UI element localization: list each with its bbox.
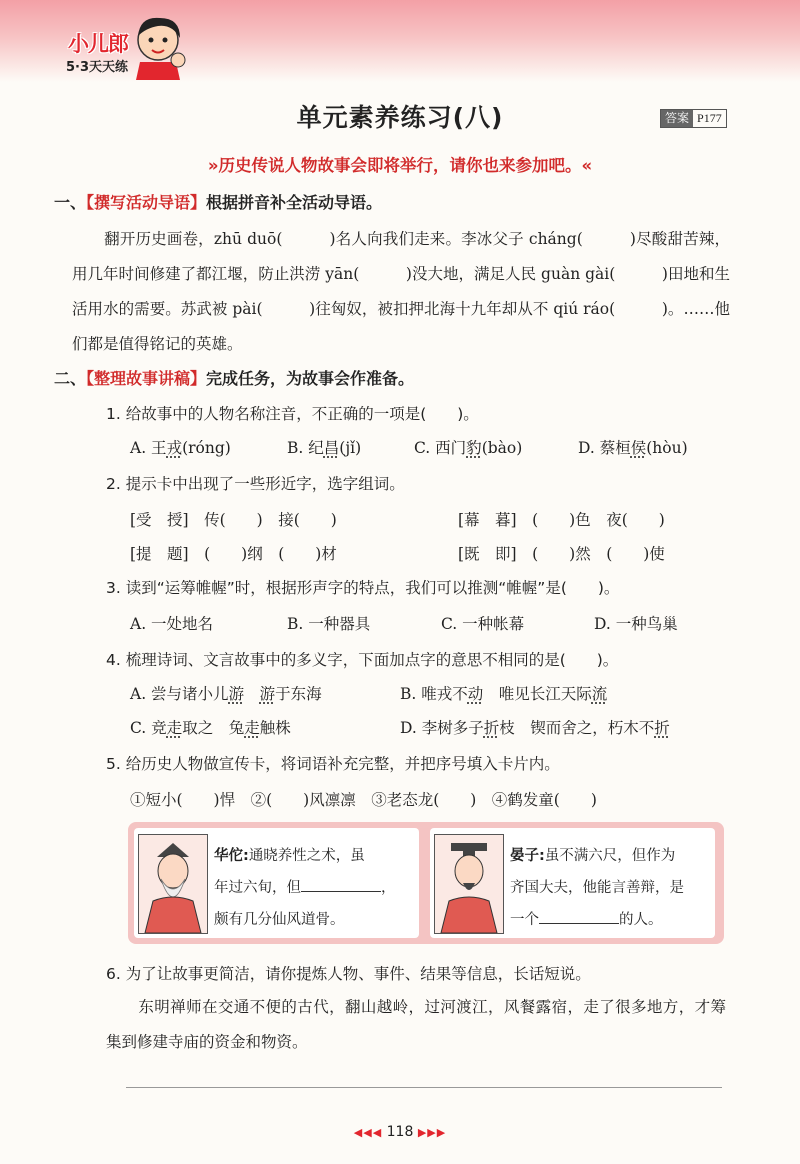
brand-name: 小儿郎 — [68, 32, 128, 56]
section-2-number: 二、 — [54, 369, 87, 388]
hua-tuo-figure-icon — [139, 835, 207, 933]
q3-stem: 3. 读到“运筹帷幄”时，根据形声字的特点，我们可以推测“帷幄”是( )。 — [106, 579, 620, 597]
promo-cards — [128, 822, 724, 944]
q3-option-d: D. 一种鸟巢 — [594, 615, 678, 633]
q4-option-a: A. 尝与诸小儿游 游于东海 — [130, 685, 322, 703]
q1-option-d: D. 蔡桓侯(hòu) — [578, 439, 688, 457]
card-yan-zi — [430, 828, 715, 938]
card-hua-tuo — [134, 828, 419, 938]
q1-option-c: C. 西门豹(bào) — [414, 439, 523, 457]
q6-passage — [106, 990, 726, 1060]
brand-subtitle: 5·3天天练 — [66, 60, 129, 75]
hua-tuo-blank[interactable] — [301, 877, 381, 892]
q1-option-a: A. 王戎(róng) — [130, 439, 231, 457]
q3-option-b: B. 一种器具 — [287, 615, 371, 633]
section-1-text: 翻开历史画卷，zhū duō( )名人向我们走来。李冰父子 cháng( )尽酸甜苦辣，用几年时间修建了都江堰，防止洪涝 yān( )没大地，满足人民 guàn gài( )田地和生活用水的需要。苏武被 pài( )往匈奴，被扣押北海十九年却从不 qiú ráo( )。……他们都是值得铭记的英雄。 — [72, 230, 730, 353]
yan-zi-name: 晏子: — [510, 848, 545, 864]
yan-zi-portrait — [434, 834, 504, 934]
q5-words: ①短小( )悍 ②( )风凛凛 ③老态龙( ) ④鹤发童( ) — [130, 791, 597, 809]
q3-option-c: C. 一种帐幕 — [441, 615, 525, 633]
q4-stem: 4. 梳理诗词、文言故事中的多义字，下面加点字的意思不相同的是( )。 — [106, 651, 619, 669]
section-1-title: 根据拼音补全活动导语。 — [206, 193, 383, 212]
page-title: 单元素养练习(八) — [296, 103, 504, 132]
yan-zi-figure-icon — [435, 835, 503, 933]
section-1-heading — [54, 190, 382, 213]
hua-tuo-portrait — [138, 834, 208, 934]
page-number: 118 — [386, 1124, 414, 1140]
yan-zi-blank[interactable] — [539, 909, 619, 924]
q4-option-b: B. 唯戎不动 唯见长江天际流 — [400, 685, 608, 703]
answer-line[interactable] — [126, 1087, 722, 1088]
q1-option-b: B. 纪昌(jǐ) — [287, 439, 362, 457]
section-1-number: 一、 — [54, 193, 87, 212]
q2-row2-right: [既 即] ( )然 ( )使 — [458, 545, 665, 563]
hua-tuo-name: 华佗: — [214, 848, 249, 864]
page-footer — [0, 1124, 800, 1140]
q1-stem: 1. 给故事中的人物名称注音，不正确的一项是( )。 — [106, 405, 479, 423]
answer-page: P177 — [697, 111, 722, 125]
left-arrows-icon: ◀◀◀ — [353, 1126, 383, 1139]
answer-reference — [660, 109, 727, 128]
mascot-icon — [126, 10, 192, 80]
section-1-tag: 【撰写活动导语】 — [86, 193, 207, 212]
q2-row1-right: [幕 暮] ( )色 夜( ) — [458, 511, 665, 529]
hua-tuo-text: 华佗:通晓养性之术，虽 年过六旬，但 ， 颇有几分仙风道骨。 — [214, 848, 396, 928]
q3-option-a: A. 一处地名 — [130, 615, 214, 633]
q6-stem: 6. 为了让故事更简洁，请你提炼人物、事件、结果等信息，长话短说。 — [106, 965, 591, 983]
section-1-passage — [72, 222, 730, 362]
q5-stem: 5. 给历史人物做宣传卡，将词语补充完整，并把序号填入卡片内。 — [106, 755, 560, 773]
yan-zi-text: 晏子:虽不满六尺，但作为 齐国大夫，他能言善辩，是 一个 的人。 — [510, 848, 684, 928]
answer-label: 答案 — [661, 110, 693, 127]
section-2-heading — [54, 366, 414, 389]
q2-row1-left: [受 授] 传( ) 接( ) — [130, 511, 337, 529]
intro-banner: »历史传说人物故事会即将举行，请你也来参加吧。« — [207, 156, 593, 175]
q2-row2-left: [提 题] ( )纲 ( )材 — [130, 545, 337, 563]
section-2-tag: 【整理故事讲稿】 — [86, 369, 207, 388]
q4-option-d: D. 李树多子折枝 锲而舍之，朽木不折 — [400, 719, 670, 737]
q6-text: 东明禅师在交通不便的古代，翻山越岭，过河渡江，风餐露宿，走了很多地方，才筹集到修建寺庙的资金和物资。 — [106, 998, 726, 1051]
q2-stem: 2. 提示卡中出现了一些形近字，选字组词。 — [106, 475, 405, 493]
right-arrows-icon: ▶▶▶ — [417, 1126, 447, 1139]
q4-option-c: C. 竞走取之 兔走触株 — [130, 719, 291, 737]
section-2-title: 完成任务，为故事会作准备。 — [206, 369, 415, 388]
